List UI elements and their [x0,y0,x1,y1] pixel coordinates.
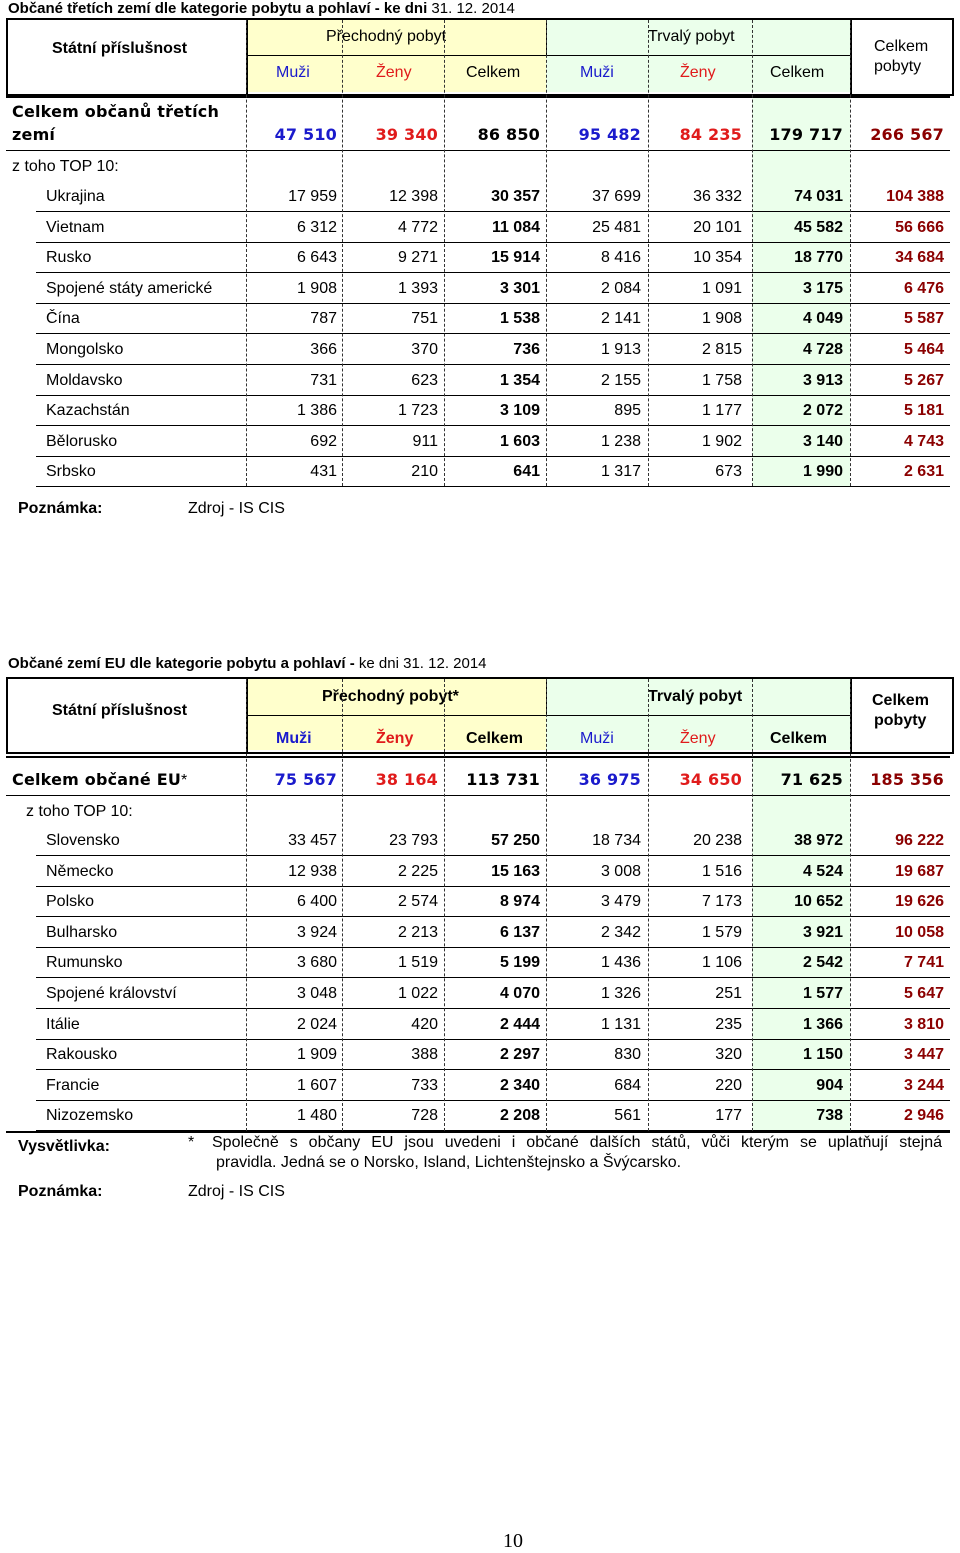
table2-row-value: 3 924 [296,923,337,941]
table2-row-name: Francie [46,1076,100,1094]
table1-row-value: 37 699 [592,188,641,205]
table2-row-value: 3 810 [903,1015,944,1033]
table2-row-value: 15 163 [491,862,540,880]
table2-header-celkem-pobyty-1: Celkem [872,692,929,709]
column-separator [444,20,445,486]
table2-row-name: Itálie [46,1015,80,1033]
table2-row-divider [36,977,950,978]
table2-row-value: 235 [715,1015,742,1033]
table2-row-value: 738 [816,1107,843,1125]
table1-header-trvaly: Trvalý pobyt [648,28,735,45]
table2-sub-zeny-p: Ženy [376,730,414,747]
table2-total-value: 36 975 [578,770,641,789]
table2-expl-line2: pravidla. Jedná se o Norsko, Island, Lichtenštejnsko a Švýcarsko. [216,1154,682,1171]
table2-row-value: 733 [411,1076,438,1094]
table1-row-value: 641 [513,463,540,481]
table1-row-divider [36,364,950,365]
table2-note-text: Zdroj - IS CIS [188,1183,285,1200]
table1-row-name: Moldavsko [46,371,123,389]
table1-row-value: 3 109 [499,402,540,420]
table2-row-divider [36,855,950,856]
table1-row-value: 2 155 [600,371,641,389]
table1-sub-celkem-t: Celkem [770,64,825,81]
table2-total-value: 71 625 [780,770,843,789]
table2-row-value: 3 244 [903,1076,944,1094]
table1-row-value: 1 908 [296,279,337,297]
column-separator [444,679,445,1131]
column-separator [246,679,247,1131]
table2-row-value: 2 208 [499,1107,540,1125]
table2-row-value: 1 577 [802,985,843,1002]
table1-row-value: 25 481 [592,218,641,236]
table1-row-name: Rusko [46,249,92,267]
table1-row-divider [36,211,950,212]
table1-row-value: 1 538 [499,310,540,328]
table2-row-value: 1 436 [600,954,641,972]
column-separator [546,20,547,486]
table1-row-value: 3 301 [499,279,540,297]
table1-row-value: 1 091 [701,279,742,297]
table2-row-name: Rakousko [46,1046,118,1064]
table1-row-divider [36,333,950,334]
table2-row-value: 3 479 [600,893,641,911]
table1-row-divider [36,395,950,396]
table1-note-label: Poznámka: [18,500,103,517]
table1-sub-zeny-t: Ženy [680,64,716,81]
table2-row-value: 6 400 [296,893,337,911]
table1-row-value: 3 175 [802,279,843,297]
table1-row-value: 431 [310,463,337,481]
table1-row-value: 1 354 [499,371,540,389]
table1-row-value: 1 393 [397,279,438,297]
table1-row-value: 56 666 [895,218,944,236]
table2-row-value: 728 [411,1107,438,1125]
table1-row-value: 5 464 [903,341,944,358]
column-separator [850,679,851,1131]
table1-row-value: 623 [411,371,438,389]
table2-top10-label: z toho TOP 10: [26,803,133,820]
table1-row-value: 4 049 [802,310,843,328]
table1-top10-label: z toho TOP 10: [12,158,119,175]
table1-row-value: 2 084 [600,279,641,297]
table2-row-value: 2 225 [397,862,438,880]
table2-row-value: 4 070 [499,985,540,1002]
table2-row-value: 904 [816,1076,843,1094]
table2-row-value: 1 579 [701,923,742,941]
table1-row-value: 2 631 [903,463,944,481]
table1-note-text: Zdroj - IS CIS [188,500,285,517]
table1-total-value: 179 717 [769,125,843,144]
table2-row-divider [36,1069,950,1070]
table1-row-value: 4 772 [397,218,438,236]
table1-row-value: 12 398 [389,188,438,205]
table2-row-value: 2 340 [499,1076,540,1094]
table1-row-value: 1 723 [397,402,438,420]
column-separator [648,20,649,486]
table2-row-value: 2 297 [499,1046,540,1064]
table1-header-statni: Státní příslušnost [52,40,188,57]
table2-title: Občané zemí EU dle kategorie pobytu a pohlaví - ke dni 31. 12. 2014 [8,655,487,672]
table1-total-label-1: Celkem občanů třetích [12,102,220,121]
column-separator [752,20,753,486]
table1-header-celkem-pobyty-2: pobyty [874,58,922,75]
column-separator [546,679,547,1131]
table1-row-divider [36,242,950,243]
table1-total-label-2: zemí [12,125,56,144]
table2-row-value: 1 326 [600,985,641,1002]
table2-row-value: 1 607 [296,1076,337,1094]
table1-row-value: 1 603 [499,432,540,450]
table1-row-value: 366 [310,341,337,358]
table1-row-value: 15 914 [491,249,540,267]
table2-row-value: 1 516 [701,862,742,880]
table2-row-value: 2 946 [903,1107,944,1125]
table2-row-value: 2 024 [296,1015,337,1033]
table1-row-value: 6 476 [903,279,944,297]
table1-row-value: 673 [715,463,742,481]
table2-row-value: 5 199 [499,954,540,972]
table2-sub-muzi-p: Muži [276,730,312,747]
table2-row-value: 561 [614,1107,641,1125]
table2-row-value: 420 [411,1015,438,1033]
table2-row-value: 1 480 [296,1107,337,1125]
table2-row-value: 10 652 [794,893,843,911]
table2-row-name: Nizozemsko [46,1107,134,1125]
table1-row-value: 731 [310,371,337,389]
table2-row-value: 33 457 [288,832,337,849]
table2-row-value: 1 022 [397,985,438,1002]
table2-row-value: 1 106 [701,954,742,972]
table2-row-value: 96 222 [895,832,944,849]
table1-row-value: 2 072 [802,402,843,420]
table2-row-value: 830 [614,1046,641,1064]
table1-row-value: 736 [513,341,540,358]
table2-total-label: Celkem občané EU* [12,770,188,789]
table1-total-value: 95 482 [578,125,641,144]
table2-row-value: 20 238 [693,832,742,849]
table2-row-value: 5 647 [903,985,944,1002]
table1-row-value: 4 743 [903,432,944,450]
table1-row-value: 10 354 [693,249,742,267]
table2-row-value: 4 524 [802,862,843,880]
table2-total-value: 34 650 [679,770,742,789]
table1-row-value: 895 [614,402,641,420]
table1-row-value: 911 [412,432,438,450]
table1-row-value: 17 959 [288,188,337,205]
table1-row-value: 30 357 [491,188,540,205]
table2-row-value: 2 542 [802,954,843,972]
table2-sub-celkem-p: Celkem [466,730,523,747]
table1-row-value: 1 990 [802,463,843,481]
table1-row-value: 6 643 [296,249,337,267]
table1-row-value: 787 [310,310,337,328]
table2-header-celkem-pobyty-2: pobyty [874,712,927,729]
table1-row-value: 1 386 [296,402,337,420]
table2-row-value: 3 921 [802,923,843,941]
table2-row-value: 7 173 [701,893,742,911]
table2-row-value: 6 137 [499,923,540,941]
table2-row-value: 38 972 [794,832,843,849]
table1-row-value: 104 388 [886,188,944,205]
table2-row-value: 1 131 [600,1015,641,1033]
table2-row-value: 57 250 [491,832,540,849]
table2-row-value: 3 447 [903,1046,944,1064]
table2-row-value: 320 [715,1046,742,1064]
table2-row-value: 1 150 [802,1046,843,1064]
table2-row-value: 220 [715,1076,742,1094]
table1-row-value: 3 140 [802,432,843,450]
table2-row-name: Polsko [46,893,95,911]
table1-total-value: 266 567 [870,125,944,144]
table1-sub-muzi-t: Muži [580,64,614,81]
table2-row-value: 177 [715,1107,742,1125]
table1-total-value: 86 850 [477,125,540,144]
table1-row-value: 2 141 [600,310,641,328]
table2-row-divider [36,1008,950,1009]
table1-row-name: Spojené státy americké [46,279,213,297]
table1-row-name: Mongolsko [46,341,124,358]
table2-header-prechodny: Přechodný pobyt* [322,688,459,705]
table1-row-value: 1 317 [600,463,641,481]
table1-row-value: 18 770 [794,249,843,267]
table1-row-value: 74 031 [794,188,843,205]
column-separator [648,679,649,1131]
table1-row-value: 20 101 [693,218,742,236]
table2-row-value: 2 444 [499,1015,540,1033]
table2-row-divider [36,916,950,917]
table2-total-value: 185 356 [870,770,944,789]
table1-row-value: 1 902 [701,432,742,450]
table1-total-value: 47 510 [274,125,337,144]
table2-row-value: 1 366 [802,1015,843,1033]
column-separator [850,20,851,486]
table2-row-divider [36,947,950,948]
column-separator [246,20,247,486]
column-separator [342,679,343,1131]
table1-row-name: Ukrajina [46,188,105,205]
table1-row-name: Srbsko [46,463,96,481]
table1-row-value: 751 [411,310,438,328]
table2-row-value: 12 938 [288,862,337,880]
table1-row-value: 3 913 [802,371,843,389]
table2-row-name: Německo [46,862,114,880]
table1-sub-muzi-p: Muži [276,64,310,81]
table2-expl-line1: Společně s občany EU jsou uvedeni i občané dalších států, vůči kterým se uplatňují stejná [212,1134,942,1151]
table1-total-value: 39 340 [375,125,438,144]
table2-header-trvaly: Trvalý pobyt [648,688,743,705]
table1-row-value: 45 582 [794,218,843,236]
table1-header-celkem-pobyty-1: Celkem [874,38,929,55]
table2-row-value: 1 909 [296,1046,337,1064]
table2-row-value: 2 213 [397,923,438,941]
table2-row-name: Slovensko [46,832,120,849]
table1-row-value: 1 908 [701,310,742,328]
table2-row-value: 3 048 [296,985,337,1002]
table1-total-value: 84 235 [679,125,742,144]
table1-header-prechodny: Přechodný pobyt [326,28,447,45]
table2-expl-star: * [188,1134,195,1151]
table2-row-value: 18 734 [592,832,641,849]
table2-total-value: 38 164 [375,770,438,789]
table2-row-value: 3 008 [600,862,641,880]
table2-row-name: Rumunsko [46,954,123,972]
table1-row-value: 8 416 [600,249,641,267]
table2-row-value: 10 058 [895,923,944,941]
table1-row-value: 36 332 [693,188,742,205]
table1-row-name: Vietnam [46,218,105,236]
table1-title: Občané třetích zemí dle kategorie pobytu a pohlaví - ke dni 31. 12. 2014 [8,0,515,17]
table2-row-divider [36,1100,950,1101]
table2-note-label: Poznámka: [18,1183,103,1200]
table2-row-divider [36,886,950,887]
table1-row-name: Čína [46,310,80,328]
column-separator [752,679,753,1131]
table2-row-value: 1 519 [397,954,438,972]
table1-row-name: Kazachstán [46,402,130,420]
table2-expl-label: Vysvětlivka: [18,1138,110,1155]
table2-row-value: 3 680 [296,954,337,972]
table1-row-name: Bělorusko [46,432,118,450]
table1-row-divider [36,486,950,487]
table2-row-value: 684 [614,1076,641,1094]
table2-row-value: 23 793 [389,832,438,849]
table1-row-value: 2 815 [701,341,742,358]
table1-row-value: 5 587 [903,310,944,328]
table2-row-value: 7 741 [903,954,944,972]
table1-row-value: 1 177 [701,402,742,420]
table2-total-value: 75 567 [274,770,337,789]
table1-row-value: 370 [411,341,438,358]
table2-row-value: 388 [411,1046,438,1064]
table1-row-divider [36,272,950,273]
table2-row-value: 251 [715,985,742,1002]
table1-row-value: 692 [310,432,337,450]
table1-row-value: 210 [411,463,438,481]
table1-row-value: 11 084 [491,218,540,236]
table2-row-value: 2 342 [600,923,641,941]
table1-sub-celkem-p: Celkem [466,64,521,81]
table2-row-value: 19 687 [895,862,944,880]
table2-row-name: Spojené království [46,985,177,1002]
column-separator [342,20,343,486]
table1-row-divider [36,303,950,304]
table2-row-value: 19 626 [895,893,944,911]
table1-row-value: 4 728 [802,341,843,358]
table1-row-value: 5 181 [903,402,944,420]
table2-sub-zeny-t: Ženy [680,730,716,747]
table1-row-value: 9 271 [397,249,438,267]
table2-row-value: 2 574 [397,893,438,911]
table1-row-divider [36,456,950,457]
table1-row-value: 1 913 [600,341,641,358]
table1-sub-zeny-p: Ženy [376,64,412,81]
table1-row-value: 1 758 [701,371,742,389]
table1-row-divider [36,425,950,426]
table1-row-value: 6 312 [296,218,337,236]
table2-sub-muzi-t: Muži [580,730,614,747]
table2-row-value: 8 974 [499,893,540,911]
table1-row-value: 1 238 [600,432,641,450]
table2-row-name: Bulharsko [46,923,118,941]
table2-header-statni: Státní příslušnost [52,702,188,719]
table1-row-value: 34 684 [895,249,944,267]
table2-sub-celkem-t: Celkem [770,730,827,747]
table2-total-value: 113 731 [466,770,540,789]
table1-row-value: 5 267 [903,371,944,389]
page-number: 10 [503,1530,523,1552]
table2-row-divider [36,1039,950,1040]
